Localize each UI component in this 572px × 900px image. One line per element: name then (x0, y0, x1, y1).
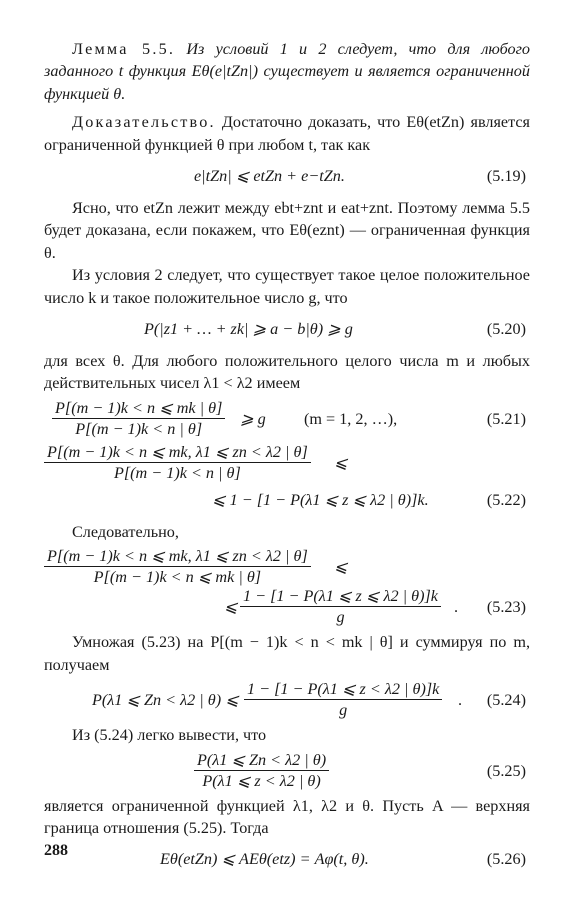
numerator-5-24: 1 − [1 − P(λ1 ⩽ z < λ2 | θ)]k (244, 680, 442, 700)
paragraph-4: для всех θ. Для любого положительного целого числа m и любых действительных чисел λ1 < λ2 имеем (44, 352, 530, 393)
equation-number-5-25: (5.25) (486, 761, 526, 780)
relation-5-22: ⩽ (334, 453, 348, 472)
equation-5-23 (44, 547, 530, 627)
equation-5-20 (44, 314, 530, 345)
denominator-5-21: P[(m − 1)k < n | θ] (75, 419, 203, 438)
fraction-5-24 (244, 680, 442, 719)
cont-denominator-5-23: g (336, 608, 345, 627)
numerator-5-21: P[(m − 1)k < n ⩽ mk | θ] (52, 399, 225, 419)
tail-5-24: . (458, 691, 463, 710)
cont-fraction-5-23 (240, 587, 441, 626)
fraction-5-25 (194, 751, 329, 790)
paragraph-7: Из (5.24) легко вывести, что (72, 726, 267, 745)
proof-text: Достаточно доказать, что Eθ(etZn) является ограниченной функцией θ при любом t, так как (44, 113, 531, 154)
lemma-statement: Из условий 1 и 2 следует, что для любого заданного t функция Eθ(e|tZn|) существует и является ограниченной функцией θ. (44, 40, 531, 103)
condition-5-21: (m = 1, 2, …), (304, 409, 398, 428)
paragraph-8: является ограниченной функцией λ1, λ2 и θ. Пусть A — верхняя граница отношения (5.25). Тогда (44, 796, 530, 837)
fraction-5-23 (44, 547, 311, 586)
rhs-5-21: ⩾ g (240, 409, 266, 428)
formula-5-20: P(|z1 + … + zk| ⩾ a − b|θ) ⩾ g (144, 320, 353, 339)
page-body (44, 38, 530, 880)
paragraph-2: Ясно, что etZn лежит между ebt+znt и eat+znt. Поэтому лемма 5.5 будет доказана, если покажем, что Eθ(eznt) — ограниченная функция θ. (44, 199, 530, 262)
cont-prefix-5-23: ⩽ (224, 598, 238, 617)
equation-5-22 (44, 443, 530, 517)
equation-5-24 (44, 680, 530, 720)
formula-5-19: e|tZn| ⩽ etZn + e−tZn. (194, 167, 345, 186)
denominator-5-23: P[(m − 1)k < n ⩽ mk | θ] (93, 568, 262, 587)
paragraph-3: Из условия 2 следует, что существует такое целое положительное число k и такое положительное число g, что (44, 266, 530, 307)
numerator-5-22: P[(m − 1)k < n ⩽ mk, λ1 ⩽ zn < λ2 | θ] (44, 443, 311, 463)
equation-5-26 (44, 844, 530, 875)
equation-number-5-26: (5.26) (486, 850, 526, 869)
cont-numerator-5-23: 1 − [1 − P(λ1 ⩽ z ⩽ λ2 | θ)]k (240, 587, 441, 607)
lhs-5-24: P(λ1 ⩽ Zn < λ2 | θ) ⩽ (92, 691, 239, 710)
tail-5-23: . (454, 598, 459, 617)
formula-5-26: Eθ(etZn) ⩽ AEθ(etz) = Aφ(t, θ). (160, 850, 369, 869)
proof-head: Доказательство. (72, 113, 216, 132)
numerator-5-23: P[(m − 1)k < n ⩽ mk, λ1 ⩽ zn < λ2 | θ] (44, 547, 311, 567)
paragraph-5: Следовательно, (72, 522, 179, 541)
equation-5-21 (44, 399, 530, 439)
lemma-paragraph (44, 38, 530, 105)
lemma-title: Лемма 5.5. (72, 40, 176, 58)
denominator-5-25: P(λ1 ⩽ z < λ2 | θ) (202, 771, 321, 790)
denominator-5-22: P[(m − 1)k < n | θ] (113, 463, 241, 482)
proof-paragraph (44, 111, 530, 156)
fraction-5-22 (44, 443, 311, 482)
fraction-5-21 (52, 399, 225, 438)
equation-number-5-21: (5.21) (486, 409, 526, 428)
continuation-5-22: ⩽ 1 − [1 − P(λ1 ⩽ z ⩽ λ2 | θ)]k. (212, 490, 429, 509)
equation-number-5-23: (5.23) (486, 598, 526, 617)
page-number: 288 (44, 842, 68, 859)
equation-number-5-19: (5.19) (486, 167, 526, 186)
equation-number-5-24: (5.24) (486, 691, 526, 710)
relation-5-23: ⩽ (334, 558, 348, 577)
equation-number-5-22: (5.22) (486, 490, 526, 509)
denominator-5-24: g (339, 701, 348, 720)
equation-number-5-20: (5.20) (486, 320, 526, 339)
numerator-5-25: P(λ1 ⩽ Zn < λ2 | θ) (194, 751, 329, 771)
paragraph-6: Умножая (5.23) на P[(m − 1)k < n < mk | θ] и суммируя по m, получаем (44, 633, 530, 674)
equation-5-19 (44, 161, 530, 192)
equation-5-25 (44, 751, 530, 791)
